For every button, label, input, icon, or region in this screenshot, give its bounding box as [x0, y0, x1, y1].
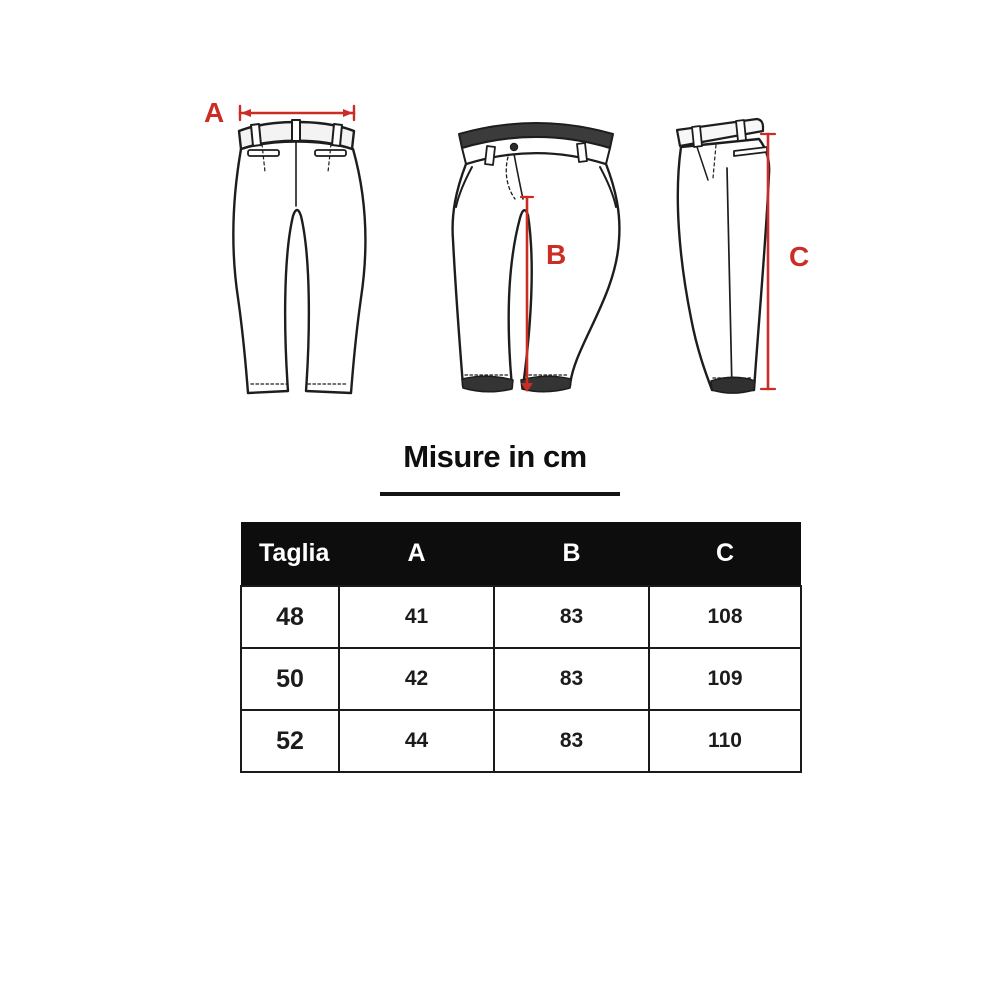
- table-header-row: [241, 522, 801, 586]
- measure-label-a: A: [204, 97, 225, 128]
- hem-cuff: [711, 377, 755, 393]
- header-a: A: [339, 522, 494, 586]
- cell-c: 109: [649, 648, 801, 710]
- pants-front-body: [453, 153, 620, 387]
- measure-arrow-a: [240, 106, 354, 120]
- title-underline: [380, 492, 620, 496]
- header-b: B: [494, 522, 649, 586]
- measure-label-c: C: [789, 241, 810, 272]
- pants-front-view-drawing: [440, 105, 640, 405]
- cell-a: 42: [339, 648, 494, 710]
- page-title: Misure in cm: [403, 439, 587, 474]
- cell-a: 44: [339, 710, 494, 772]
- cell-c: 110: [649, 710, 801, 772]
- cell-size: 52: [241, 710, 339, 772]
- cell-b: 83: [494, 648, 649, 710]
- header-taglia: Taglia: [241, 522, 339, 586]
- table-row-size-52: [241, 710, 801, 772]
- cell-a: 41: [339, 586, 494, 648]
- table-row-size-48: [241, 586, 801, 648]
- cell-b: 83: [494, 710, 649, 772]
- pants-side-body: [678, 139, 769, 390]
- cell-c: 108: [649, 586, 801, 648]
- cell-size: 50: [241, 648, 339, 710]
- pants-side-view-drawing: [660, 105, 800, 405]
- table-row-size-50: [241, 648, 801, 710]
- header-c: C: [649, 522, 801, 586]
- size-table: [240, 522, 802, 773]
- cell-b: 83: [494, 586, 649, 648]
- cell-size: 48: [241, 586, 339, 648]
- measure-label-b: B: [546, 239, 567, 270]
- hem-cuffs: [462, 376, 571, 392]
- pants-back-view-drawing: [225, 95, 375, 405]
- waist-button: [510, 143, 517, 150]
- pants-back-body: [233, 142, 365, 394]
